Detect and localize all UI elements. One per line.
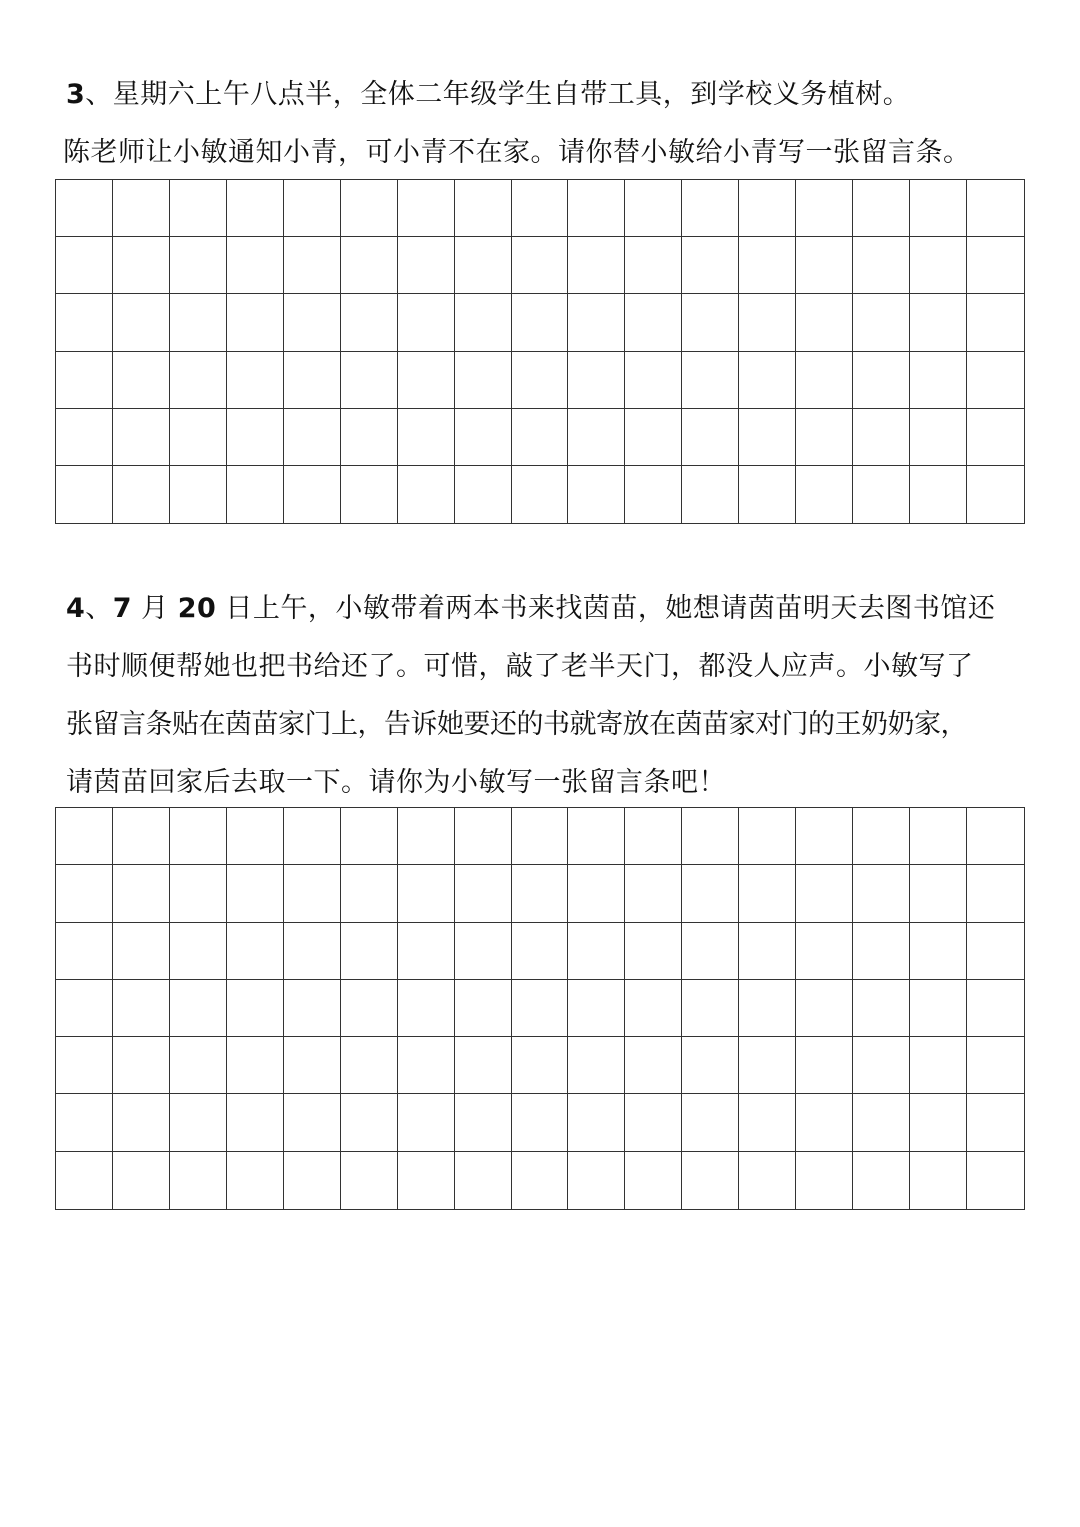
grid-cell[interactable] xyxy=(853,980,910,1037)
grid-cell[interactable] xyxy=(170,180,227,237)
grid-cell[interactable] xyxy=(113,409,170,466)
grid-cell[interactable] xyxy=(853,294,910,351)
grid-cell[interactable] xyxy=(682,352,739,409)
grid-cell[interactable] xyxy=(455,923,512,980)
grid-cell[interactable] xyxy=(113,237,170,294)
grid-cell[interactable] xyxy=(170,1152,227,1209)
grid-cell[interactable] xyxy=(853,808,910,865)
grid-cell[interactable] xyxy=(739,808,796,865)
grid-cell[interactable] xyxy=(398,180,455,237)
grid-cell[interactable] xyxy=(682,1152,739,1209)
writing-grid-1[interactable] xyxy=(55,179,1025,524)
grid-cell[interactable] xyxy=(853,466,910,523)
grid-cell[interactable] xyxy=(512,180,569,237)
grid-cell[interactable] xyxy=(227,352,284,409)
grid-cell[interactable] xyxy=(455,1152,512,1209)
grid-cell[interactable] xyxy=(910,923,967,980)
grid-cell[interactable] xyxy=(910,1152,967,1209)
question-4-month: 7 xyxy=(112,593,133,624)
grid-cell[interactable] xyxy=(568,1094,625,1151)
grid-cell[interactable] xyxy=(56,808,113,865)
grid-cell[interactable] xyxy=(284,980,341,1037)
grid-cell[interactable] xyxy=(56,1094,113,1151)
grid-cell[interactable] xyxy=(910,180,967,237)
grid-cell[interactable] xyxy=(682,294,739,351)
grid-cell[interactable] xyxy=(170,865,227,922)
grid-cell[interactable] xyxy=(113,808,170,865)
grid-cell[interactable] xyxy=(170,294,227,351)
grid-cell[interactable] xyxy=(682,237,739,294)
grid-cell[interactable] xyxy=(967,180,1024,237)
grid-cell[interactable] xyxy=(512,237,569,294)
grid-cell[interactable] xyxy=(910,808,967,865)
grid-cell[interactable] xyxy=(682,808,739,865)
grid-cell[interactable] xyxy=(512,865,569,922)
grid-cell[interactable] xyxy=(910,237,967,294)
grid-cell[interactable] xyxy=(341,980,398,1037)
grid-cell[interactable] xyxy=(284,1152,341,1209)
grid-cell[interactable] xyxy=(853,352,910,409)
grid-cell[interactable] xyxy=(170,237,227,294)
grid-cell[interactable] xyxy=(739,409,796,466)
grid-cell[interactable] xyxy=(455,180,512,237)
grid-cell[interactable] xyxy=(967,352,1024,409)
grid-cell[interactable] xyxy=(682,923,739,980)
grid-cell[interactable] xyxy=(398,352,455,409)
grid-cell[interactable] xyxy=(568,180,625,237)
grid-cell[interactable] xyxy=(739,466,796,523)
grid-cell[interactable] xyxy=(398,980,455,1037)
grid-cell[interactable] xyxy=(455,294,512,351)
grid-cell[interactable] xyxy=(625,180,682,237)
grid-cell[interactable] xyxy=(625,237,682,294)
grid-cell[interactable] xyxy=(682,466,739,523)
grid-cell[interactable] xyxy=(56,923,113,980)
grid-cell[interactable] xyxy=(796,1037,853,1094)
grid-cell[interactable] xyxy=(455,980,512,1037)
grid-cell[interactable] xyxy=(113,865,170,922)
grid-cell[interactable] xyxy=(910,1037,967,1094)
grid-cell[interactable] xyxy=(739,180,796,237)
grid-cell[interactable] xyxy=(967,294,1024,351)
grid-cell[interactable] xyxy=(910,409,967,466)
grid-cell[interactable] xyxy=(341,808,398,865)
grid-cell[interactable] xyxy=(455,409,512,466)
question-3-number: 3 xyxy=(66,79,86,110)
grid-cell[interactable] xyxy=(796,237,853,294)
grid-cell[interactable] xyxy=(739,865,796,922)
grid-cell[interactable] xyxy=(853,1152,910,1209)
grid-cell[interactable] xyxy=(398,1037,455,1094)
grid-cell[interactable] xyxy=(227,865,284,922)
grid-cell[interactable] xyxy=(739,980,796,1037)
question-3-text-1: 、星期六上午八点半，全体二年级学生自带工具，到学校义务植树。 xyxy=(85,79,911,110)
grid-cell[interactable] xyxy=(682,1094,739,1151)
grid-cell[interactable] xyxy=(113,180,170,237)
grid-cell[interactable] xyxy=(341,1152,398,1209)
writing-grid-2[interactable] xyxy=(55,807,1025,1210)
grid-cell[interactable] xyxy=(853,409,910,466)
grid-cell[interactable] xyxy=(625,923,682,980)
grid-cell[interactable] xyxy=(853,1094,910,1151)
grid-cell[interactable] xyxy=(967,808,1024,865)
grid-cell[interactable] xyxy=(227,1152,284,1209)
grid-cell[interactable] xyxy=(796,1152,853,1209)
grid-cell[interactable] xyxy=(170,808,227,865)
grid-cell[interactable] xyxy=(113,466,170,523)
grid-cell[interactable] xyxy=(227,180,284,237)
grid-cell[interactable] xyxy=(568,352,625,409)
grid-cell[interactable] xyxy=(625,409,682,466)
grid-cell[interactable] xyxy=(568,1152,625,1209)
grid-cell[interactable] xyxy=(512,294,569,351)
grid-cell[interactable] xyxy=(341,1094,398,1151)
question-4-line-1 xyxy=(66,580,1056,638)
grid-cell[interactable] xyxy=(170,1037,227,1094)
grid-cell[interactable] xyxy=(170,352,227,409)
grid-cell[interactable] xyxy=(56,466,113,523)
grid-cell[interactable] xyxy=(739,352,796,409)
grid-cell[interactable] xyxy=(625,865,682,922)
grid-cell[interactable] xyxy=(796,923,853,980)
grid-cell[interactable] xyxy=(455,865,512,922)
grid-cell[interactable] xyxy=(398,808,455,865)
grid-cell[interactable] xyxy=(170,923,227,980)
grid-cell[interactable] xyxy=(512,923,569,980)
grid-cell[interactable] xyxy=(568,923,625,980)
grid-cell[interactable] xyxy=(284,865,341,922)
grid-cell[interactable] xyxy=(625,294,682,351)
grid-cell[interactable] xyxy=(739,1152,796,1209)
grid-cell[interactable] xyxy=(796,294,853,351)
grid-cell[interactable] xyxy=(568,1037,625,1094)
grid-cell[interactable] xyxy=(56,409,113,466)
grid-cell[interactable] xyxy=(568,808,625,865)
grid-cell[interactable] xyxy=(56,1037,113,1094)
grid-cell[interactable] xyxy=(398,409,455,466)
grid-cell[interactable] xyxy=(56,352,113,409)
grid-cell[interactable] xyxy=(398,865,455,922)
grid-cell[interactable] xyxy=(682,865,739,922)
grid-cell[interactable] xyxy=(568,980,625,1037)
grid-cell[interactable] xyxy=(113,294,170,351)
grid-cell[interactable] xyxy=(341,1037,398,1094)
grid-cell[interactable] xyxy=(796,1094,853,1151)
grid-cell[interactable] xyxy=(227,923,284,980)
question-4-month-label: 月 xyxy=(132,593,178,624)
grid-cell[interactable] xyxy=(512,1037,569,1094)
grid-cell[interactable] xyxy=(284,294,341,351)
grid-cell[interactable] xyxy=(227,294,284,351)
grid-cell[interactable] xyxy=(227,466,284,523)
grid-cell[interactable] xyxy=(56,1152,113,1209)
grid-cell[interactable] xyxy=(227,409,284,466)
grid-cell[interactable] xyxy=(113,923,170,980)
grid-cell[interactable] xyxy=(910,980,967,1037)
question-4-line-2: 书时顺便帮她也把书给还了。可惜，敲了老半天门，都没人应声。小敏写了 xyxy=(66,651,974,682)
grid-cell[interactable] xyxy=(853,865,910,922)
question-3-line-1 xyxy=(66,66,1056,124)
question-4-text-1: 日上午，小敏带着两本书来找茵苗，她想请茵苗明天去图书馆还 xyxy=(216,593,996,624)
grid-cell[interactable] xyxy=(796,808,853,865)
grid-cell[interactable] xyxy=(853,923,910,980)
grid-cell[interactable] xyxy=(341,865,398,922)
grid-cell[interactable] xyxy=(512,1152,569,1209)
grid-cell[interactable] xyxy=(796,865,853,922)
grid-cell[interactable] xyxy=(455,352,512,409)
grid-cell[interactable] xyxy=(455,1037,512,1094)
grid-cell[interactable] xyxy=(455,466,512,523)
grid-cell[interactable] xyxy=(113,1152,170,1209)
grid-cell[interactable] xyxy=(967,237,1024,294)
grid-cell[interactable] xyxy=(625,1152,682,1209)
grid-cell[interactable] xyxy=(341,237,398,294)
grid-cell[interactable] xyxy=(625,808,682,865)
grid-cell[interactable] xyxy=(967,923,1024,980)
grid-cell[interactable] xyxy=(967,980,1024,1037)
grid-cell[interactable] xyxy=(455,808,512,865)
grid-cell[interactable] xyxy=(512,409,569,466)
grid-cell[interactable] xyxy=(341,180,398,237)
grid-cell[interactable] xyxy=(227,237,284,294)
grid-cell[interactable] xyxy=(739,1094,796,1151)
grid-cell[interactable] xyxy=(227,1037,284,1094)
grid-cell[interactable] xyxy=(56,237,113,294)
grid-cell[interactable] xyxy=(56,865,113,922)
grid-cell[interactable] xyxy=(284,923,341,980)
grid-cell[interactable] xyxy=(455,237,512,294)
grid-cell[interactable] xyxy=(227,808,284,865)
question-4-number: 4 xyxy=(66,593,86,624)
grid-cell[interactable] xyxy=(341,294,398,351)
grid-cell[interactable] xyxy=(170,980,227,1037)
question-4 xyxy=(66,580,1056,812)
question-4-sep: 、 xyxy=(85,593,113,624)
grid-cell[interactable] xyxy=(284,409,341,466)
grid-cell[interactable] xyxy=(739,237,796,294)
grid-cell[interactable] xyxy=(284,237,341,294)
grid-cell[interactable] xyxy=(398,923,455,980)
grid-cell[interactable] xyxy=(625,466,682,523)
grid-cell[interactable] xyxy=(739,1037,796,1094)
grid-cell[interactable] xyxy=(512,1094,569,1151)
grid-cell[interactable] xyxy=(512,980,569,1037)
grid-cell[interactable] xyxy=(967,1094,1024,1151)
grid-cell[interactable] xyxy=(284,1037,341,1094)
grid-cell[interactable] xyxy=(56,180,113,237)
grid-cell[interactable] xyxy=(227,980,284,1037)
grid-cell[interactable] xyxy=(398,294,455,351)
grid-cell[interactable] xyxy=(625,1094,682,1151)
grid-cell[interactable] xyxy=(796,980,853,1037)
grid-cell[interactable] xyxy=(796,180,853,237)
grid-cell[interactable] xyxy=(967,466,1024,523)
grid-cell[interactable] xyxy=(113,1094,170,1151)
grid-cell[interactable] xyxy=(682,409,739,466)
grid-cell[interactable] xyxy=(341,409,398,466)
question-4-line-3: 张留言条贴在茵苗家门上，告诉她要还的书就寄放在茵苗家对门的王奶奶家， xyxy=(66,709,967,740)
question-3 xyxy=(63,66,1056,182)
grid-cell[interactable] xyxy=(341,923,398,980)
grid-cell[interactable] xyxy=(341,352,398,409)
grid-cell[interactable] xyxy=(910,466,967,523)
grid-cell[interactable] xyxy=(739,294,796,351)
grid-cell[interactable] xyxy=(512,808,569,865)
grid-cell[interactable] xyxy=(56,294,113,351)
grid-cell[interactable] xyxy=(568,409,625,466)
grid-cell[interactable] xyxy=(284,180,341,237)
grid-cell[interactable] xyxy=(967,865,1024,922)
grid-cell[interactable] xyxy=(853,180,910,237)
grid-cell[interactable] xyxy=(910,1094,967,1151)
grid-cell[interactable] xyxy=(398,237,455,294)
grid-cell[interactable] xyxy=(682,1037,739,1094)
grid-cell[interactable] xyxy=(796,466,853,523)
grid-cell[interactable] xyxy=(170,409,227,466)
grid-cell[interactable] xyxy=(56,980,113,1037)
grid-cell[interactable] xyxy=(568,466,625,523)
grid-cell[interactable] xyxy=(967,409,1024,466)
grid-cell[interactable] xyxy=(113,352,170,409)
grid-cell[interactable] xyxy=(512,466,569,523)
question-3-line-2: 陈老师让小敏通知小青，可小青不在家。请你替小敏给小青写一张留言条。 xyxy=(63,137,971,168)
grid-cell[interactable] xyxy=(682,180,739,237)
grid-cell[interactable] xyxy=(227,1094,284,1151)
question-4-line-4: 请茵苗回家后去取一下。请你为小敏写一张留言条吧！ xyxy=(66,767,726,798)
grid-cell[interactable] xyxy=(512,352,569,409)
grid-cell[interactable] xyxy=(739,923,796,980)
grid-cell[interactable] xyxy=(625,352,682,409)
grid-cell[interactable] xyxy=(910,865,967,922)
grid-cell[interactable] xyxy=(625,980,682,1037)
grid-cell[interactable] xyxy=(967,1037,1024,1094)
grid-cell[interactable] xyxy=(625,1037,682,1094)
grid-cell[interactable] xyxy=(910,294,967,351)
grid-cell[interactable] xyxy=(853,237,910,294)
grid-cell[interactable] xyxy=(910,352,967,409)
grid-cell[interactable] xyxy=(568,237,625,294)
grid-cell[interactable] xyxy=(455,1094,512,1151)
grid-cell[interactable] xyxy=(170,1094,227,1151)
grid-cell[interactable] xyxy=(284,808,341,865)
grid-cell[interactable] xyxy=(796,352,853,409)
grid-cell[interactable] xyxy=(682,980,739,1037)
grid-cell[interactable] xyxy=(113,980,170,1037)
grid-cell[interactable] xyxy=(284,352,341,409)
grid-cell[interactable] xyxy=(967,1152,1024,1209)
grid-cell[interactable] xyxy=(113,1037,170,1094)
grid-cell[interactable] xyxy=(284,466,341,523)
grid-cell[interactable] xyxy=(568,865,625,922)
grid-cell[interactable] xyxy=(398,1094,455,1151)
grid-cell[interactable] xyxy=(284,1094,341,1151)
grid-cell[interactable] xyxy=(796,409,853,466)
grid-cell[interactable] xyxy=(170,466,227,523)
grid-cell[interactable] xyxy=(853,1037,910,1094)
question-4-day: 20 xyxy=(177,593,217,624)
grid-cell[interactable] xyxy=(568,294,625,351)
grid-cell[interactable] xyxy=(398,466,455,523)
grid-cell[interactable] xyxy=(341,466,398,523)
grid-cell[interactable] xyxy=(398,1152,455,1209)
